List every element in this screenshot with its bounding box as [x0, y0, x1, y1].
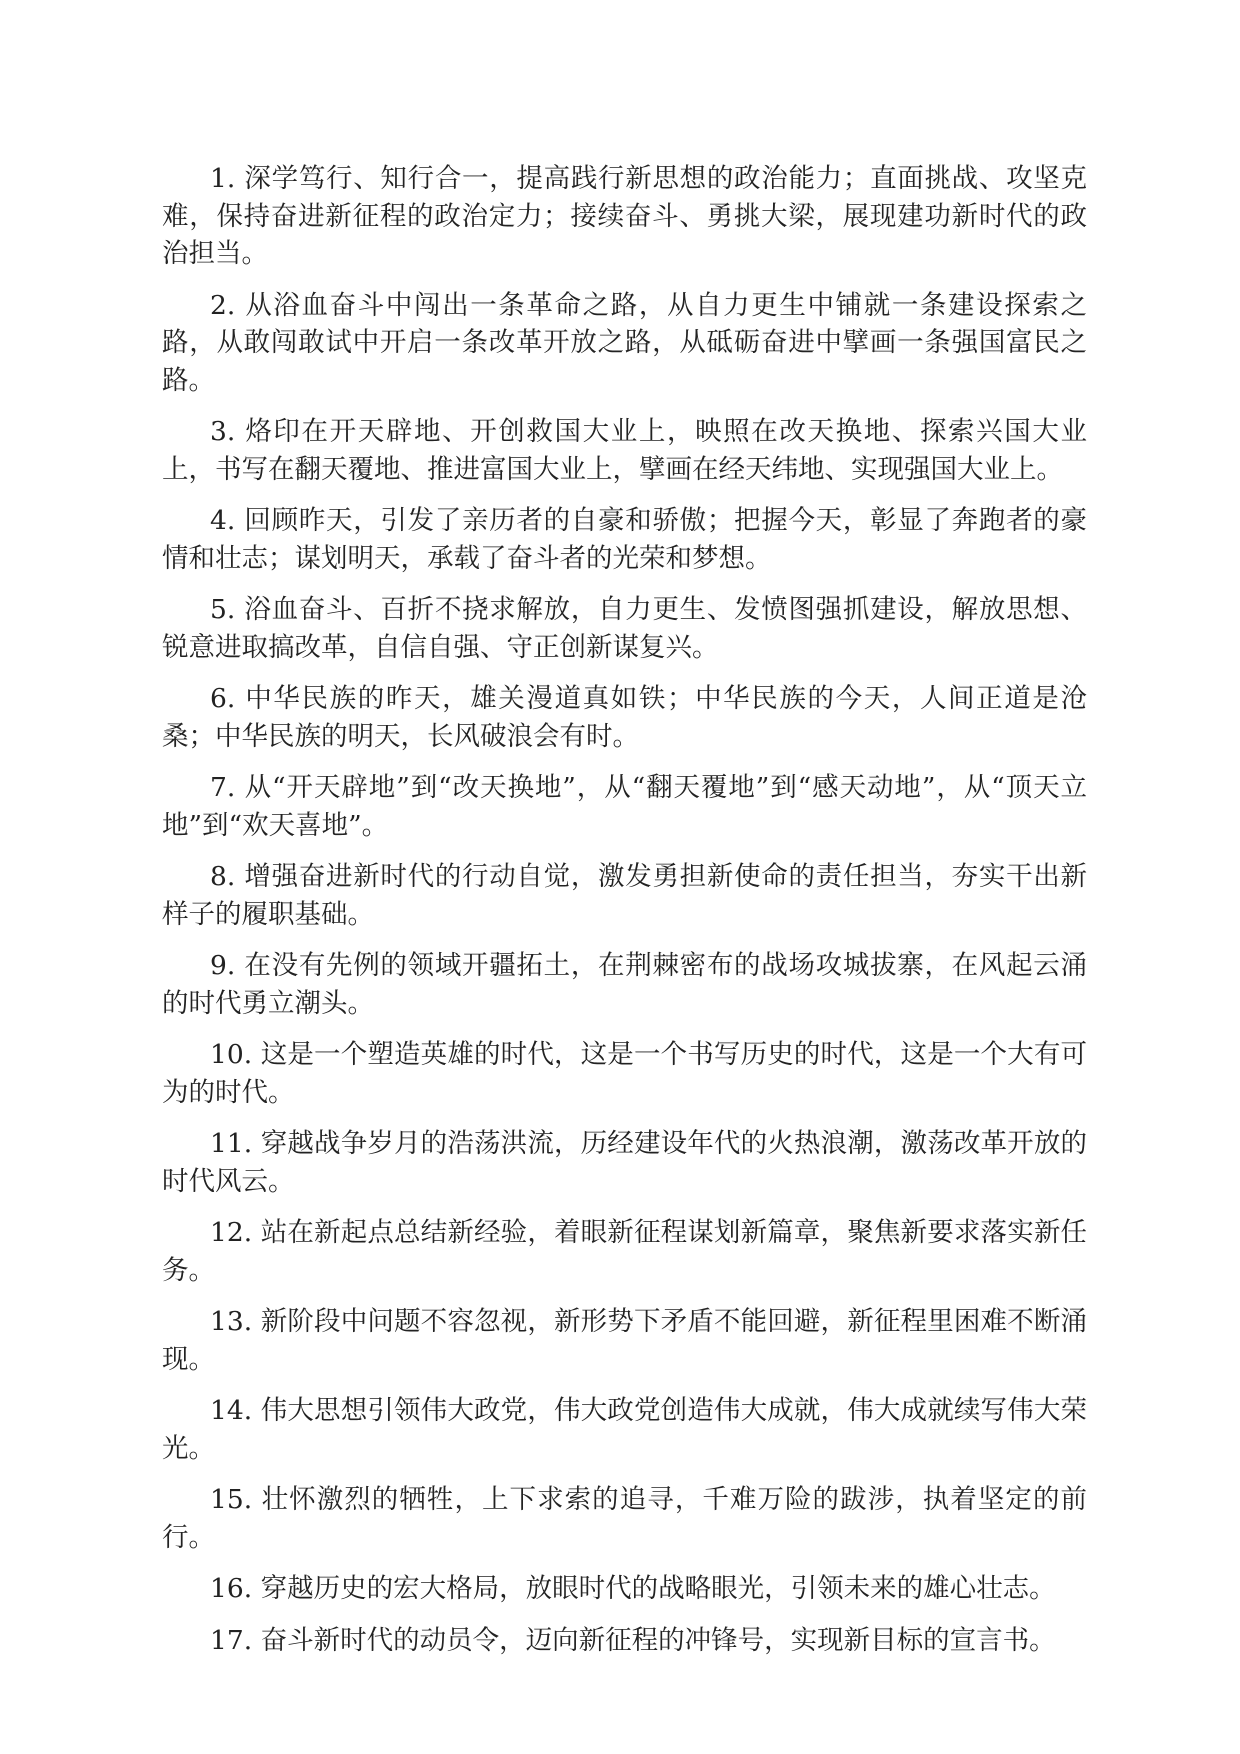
paragraph-7: 7. 从“开天辟地”到“改天换地”，从“翻天覆地”到“感天动地”，从“顶天立地”到“欢天喜地”。: [162, 772, 1087, 841]
paragraph-14: 14. 伟大思想引领伟大政党，伟大政党创造伟大成就，伟大成就续写伟大荣光。: [162, 1395, 1087, 1464]
paragraph-5: 5. 浴血奋斗、百折不挠求解放，自力更生、发愤图强抓建设，解放思想、锐意进取搞改革，自信自强、守正创新谋复兴。: [162, 594, 1087, 663]
paragraph-8: 8. 增强奋进新时代的行动自觉，激发勇担新使命的责任担当，夯实干出新样子的履职基础。: [162, 861, 1087, 930]
paragraph-2: 2. 从浴血奋斗中闯出一条革命之路，从自力更生中铺就一条建设探索之路，从敢闯敢试中开启一条改革开放之路，从砥砺奋进中擘画一条强国富民之路。: [162, 289, 1087, 396]
paragraph-13: 13. 新阶段中问题不容忽视，新形势下矛盾不能回避，新征程里困难不断涌现。: [162, 1306, 1087, 1375]
paragraph-3: 3. 烙印在开天辟地、开创救国大业上，映照在改天换地、探索兴国大业上，书写在翻天覆地、推进富国大业上，擘画在经天纬地、实现强国大业上。: [162, 416, 1087, 485]
paragraph-11: 11. 穿越战争岁月的浩荡洪流，历经建设年代的火热浪潮，激荡改革开放的时代风云。: [162, 1128, 1087, 1197]
paragraph-16: 16. 穿越历史的宏大格局，放眼时代的战略眼光，引领未来的雄心壮志。: [210, 1573, 1056, 1604]
document-page: [162, 160, 1087, 1673]
paragraph-10: 10. 这是一个塑造英雄的时代，这是一个书写历史的时代，这是一个大有可为的时代。: [162, 1039, 1087, 1108]
paragraph-15: 15. 壮怀激烈的牺牲，上下求索的追寻，千难万险的跋涉，执着坚定的前行。: [162, 1484, 1087, 1553]
paragraph-9: 9. 在没有先例的领域开疆拓土，在荆棘密布的战场攻城拔寨，在风起云涌的时代勇立潮头。: [162, 950, 1087, 1019]
paragraph-1: 1. 深学笃行、知行合一，提高践行新思想的政治能力；直面挑战、攻坚克难，保持奋进新征程的政治定力；接续奋斗、勇挑大梁，展现建功新时代的政治担当。: [162, 163, 1087, 269]
paragraph-17: 17. 奋斗新时代的动员令，迈向新征程的冲锋号，实现新目标的宣言书。: [210, 1624, 1056, 1656]
paragraph-6: 6. 中华民族的昨天，雄关漫道真如铁；中华民族的今天，人间正道是沧桑；中华民族的明天，长风破浪会有时。: [162, 683, 1087, 752]
paragraph-12: 12. 站在新起点总结新经验，着眼新征程谋划新篇章，聚焦新要求落实新任务。: [162, 1217, 1087, 1286]
paragraph-4: 4. 回顾昨天，引发了亲历者的自豪和骄傲；把握今天，彰显了奔跑者的豪情和壮志；谋划明天，承载了奋斗者的光荣和梦想。: [162, 505, 1087, 574]
